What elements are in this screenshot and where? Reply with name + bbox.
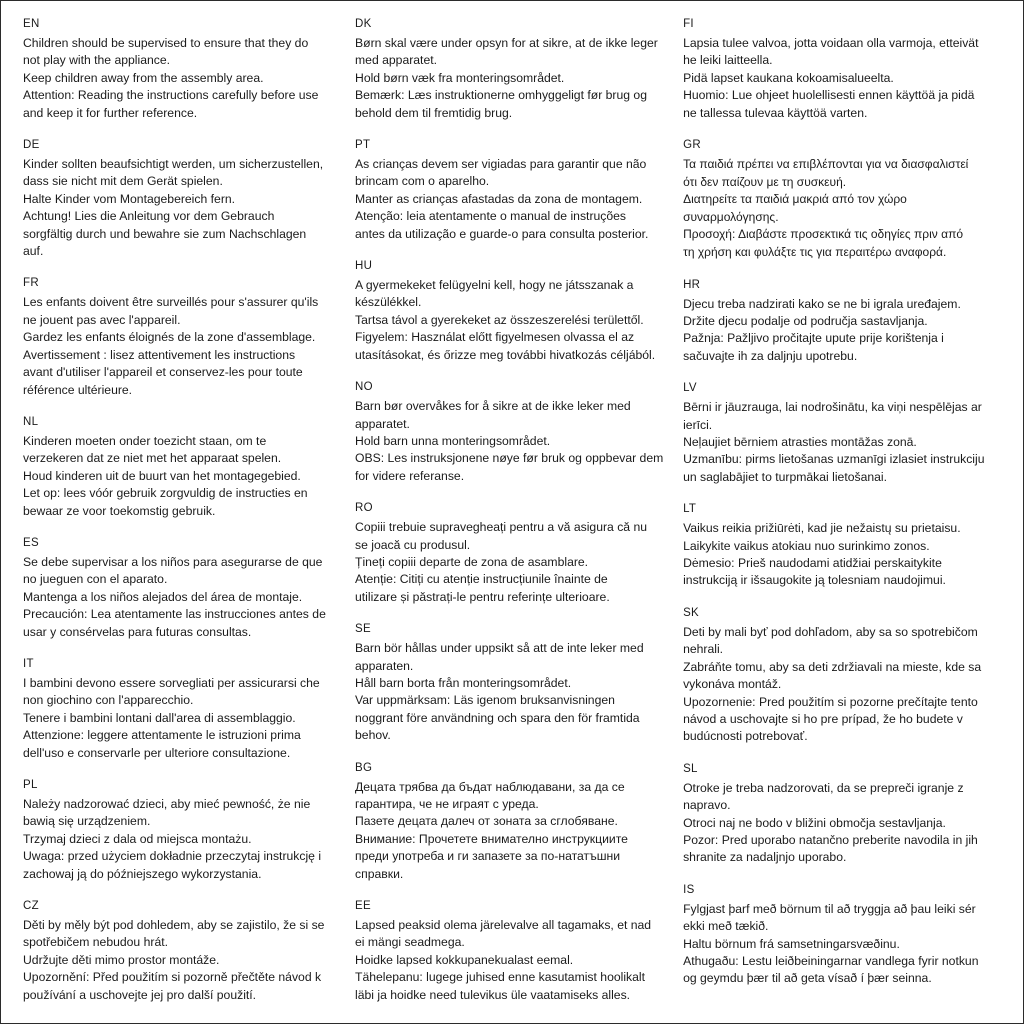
language-column-left [23,17,355,1013]
language-text-line: Huomio: Lue ohjeet huolellisesti ennen käyttöä ja pidä [683,88,975,103]
language-block-pt [355,138,667,243]
language-text-line: Let op: lees vóór gebruik zorgvuldig de instructies en [23,486,308,501]
language-text [23,433,339,520]
language-text [683,156,1005,262]
language-text [23,156,339,260]
language-text-line: Children should be supervised to ensure that they do [23,36,309,50]
language-text-line: Uwaga: przed użyciem dokładnie przeczytaj instrukcję i [23,849,322,864]
language-code: GR [683,139,701,152]
language-text-line: läbi ja hoidke need tulevikus üle vaatamiseks alles. [355,987,631,1002]
language-text-line: ne jouent pas avec l'appareil. [23,312,181,327]
language-code: RO [355,502,373,515]
language-code: IS [683,883,695,896]
language-code: FI [683,18,694,30]
language-text-line: antes da utilização e guarde-o para consulta posterior. [355,226,649,241]
language-text-line: instrukciją ir išsaugokite ją tolesniam naudojimui. [683,573,946,588]
language-text-line: Należy nadzorować dzieci, aby mieć pewność, że nie [23,797,311,811]
language-block-hr [683,278,1005,366]
language-code: HU [355,260,373,273]
language-text-line: Țineți copiii departe de zona de asamblare. [355,554,589,569]
language-text-line: používání a uschovejte jej pro další použití. [23,987,257,1002]
language-block-pl [23,778,339,883]
language-code: SL [683,762,698,775]
language-text-line: Haltu börnum frá samsetningarsvæðinu. [683,936,900,951]
language-text-line: Vaikus reikia prižiūrėti, kad jie nežaistų su prietaisu. [683,521,961,536]
language-text-line: készülékkel. [355,295,422,310]
language-text-line: Dėmesio: Prieš naudodami atidžiai perskaitykite [683,556,942,571]
language-text-line: Kinder sollten beaufsichtigt werden, um sicherzustellen, [23,157,324,172]
language-block-de [23,138,339,260]
language-text-line: Barn bör hållas under uppsikt så att de inte leker med [355,641,644,656]
language-text-line: Var uppmärksam: Läs igenom bruksanvisningen [355,693,615,708]
language-text [23,675,339,762]
language-columns [1,1,1023,1023]
language-code: DE [23,139,40,152]
language-text-line: ekki með tækið. [683,919,769,934]
language-text-line: συναρμολόγησης. [683,209,779,224]
language-text-line: Houd kinderen uit de buurt van het montagegebied. [23,468,301,483]
language-text-line: sačuvajte ih za daljnju upotrebu. [683,348,858,363]
language-text-line: A gyermekeket felügyelni kell, hogy ne játsszanak a [355,278,634,293]
language-text-line: usar y consérvelas para futuras consultas. [23,624,252,639]
language-text-line: shranite za nadaljnjo uporabo. [683,850,847,865]
language-text-line: Fylgjast þarf með börnum til að tryggja að þau leiki sér [683,901,976,916]
language-text-line: Lapsia tulee valvoa, jotta voidaan olla varmoja, etteivät [683,36,979,50]
language-text [683,399,1005,486]
language-block-sk [683,606,1005,746]
language-text-line: ne tallessa tulevaa käyttöä varten. [683,105,868,120]
language-text-line: Hoidke lapsed kokkupanekualast eemal. [355,952,574,967]
language-text-line: Децата трябва да бъдат наблюдавани, за да се [355,779,625,794]
language-text-line: apparaten. [355,658,414,673]
language-code: EE [355,900,371,913]
language-text-line: Barn bør overvåkes for å sikre at de ikke leker med [355,399,631,414]
language-text-line: Pažnja: Pažljivo pročitajte upute prije korištenja i [683,331,944,346]
language-text [23,35,339,122]
language-text-line: bewaar ze voor toekomstig gebruik. [23,503,216,518]
language-block-sl [683,762,1005,867]
language-text-line: budúcnosti potrebovať. [683,729,808,744]
language-text-line: Figyelem: Használat előtt figyelmesen olvassa el az [355,330,635,345]
language-text-line: nehrali. [683,642,724,657]
language-text-line: zachowaj ją do późniejszego wykorzystania. [23,866,262,881]
language-text [23,554,339,641]
language-code: HR [683,278,701,291]
language-text-line: Pidä lapset kaukana kokoamisalueelta. [683,70,894,85]
language-text-line: Hold børn væk fra monteringsområdet. [355,70,565,85]
language-text-line: Laikykite vaikus atokiau nuo surinkimo zonos. [683,538,930,553]
language-text-line: auf. [23,244,44,259]
language-text-line: Děti by měly být pod dohledem, aby se zajistilo, že si se [23,918,325,933]
language-text [683,780,1005,867]
language-block-en [23,17,339,122]
language-text-line: not play with the appliance. [23,53,171,68]
language-text-line: Hold barn unna monteringsområdet. [355,433,551,448]
language-text-line: bawią się urządzeniem. [23,814,151,829]
language-block-dk [355,17,667,122]
language-text-line: гарантира, че не играят с уреда. [355,797,539,811]
language-text-line: Upozornění: Před použitím si pozorně přečtěte návod k [23,970,322,985]
language-text-line: Otroke je treba nadzorovati, da se prepreči igranje z [683,780,964,795]
language-text [355,779,667,883]
language-text [23,294,339,398]
language-text-line: apparatet. [355,416,410,431]
language-text-line: Otroci naj ne bodo v bližini območja sestavljanja. [683,815,946,830]
language-block-nl [23,415,339,520]
language-text-line: behold dem til fremtidig brug. [355,105,513,120]
language-block-hu [355,259,667,364]
language-block-bg [355,761,667,883]
language-text-line: Manter as crianças afastadas da zona de montagem. [355,191,643,206]
language-code: NL [23,415,39,428]
language-text-line: Børn skal være under opsyn for at sikre, at de ikke leger [355,36,658,50]
language-text-line: Udržujte děti mimo prostor montáže. [23,952,220,967]
language-block-es [23,536,339,641]
language-text-line: he leiki laitteella. [683,53,773,68]
language-text-line: OBS: Les instruksjonene nøye før bruk og oppbevar dem [355,451,664,466]
language-text-line: for videre referanse. [355,468,465,483]
language-text-line: ei mängi seadmega. [355,935,465,950]
language-text-line: référence ultérieure. [23,382,133,397]
language-text-line: Внимание: Прочетете внимателно инструкциите [355,831,628,846]
language-text-line: spotřebičem nebudou hrát. [23,935,168,950]
language-text-line: and keep it for further reference. [23,105,198,120]
language-text-line: med apparatet. [355,53,437,68]
language-text-line: sorgfältig durch und bewahre sie zum Nachschlagen [23,226,307,241]
language-text [355,398,667,485]
language-block-it [23,657,339,762]
language-text-line: ότι δεν παίζουν με τη συσκευή. [683,174,847,189]
language-text [683,296,1005,366]
language-text [683,624,1005,746]
language-block-fi [683,17,1005,122]
language-block-no [355,380,667,485]
language-text-line: utasításokat, és őrizze meg további hivatkozás céljából. [355,347,656,362]
language-text-line: Atenție: Citiți cu atenție instrucțiunile înainte de [355,572,608,587]
language-text-line: Držite djecu podalje od područja sastavljanja. [683,314,928,328]
language-text-line: Mantenga a los niños alejados del área de montaje. [23,589,303,604]
language-code: EN [23,18,40,30]
language-text-line: návod a uschovajte si ho pre prípad, že ho budete v [683,711,963,726]
language-text-line: Atenção: leia atentamente o manual de instruções [355,209,627,224]
language-text-line: Se debe supervisar a los niños para asegurarse de que [23,554,323,569]
language-text-line: τη χρήση και φυλάξτε τις για περαιτέρω αναφορά. [683,245,947,259]
language-text-line: Avertissement : lisez attentivement les instructions [23,347,296,362]
language-text-line: non giochino con l'apparecchio. [23,693,194,708]
language-text-line: Djecu treba nadzirati kako se ne bi igrala uređajem. [683,296,961,311]
language-block-gr [683,138,1005,262]
language-text-line: utilizare și păstrați-le pentru referințe ulterioare. [355,589,610,604]
language-code: FR [23,277,39,290]
language-text [355,519,667,606]
language-code: ES [23,536,39,549]
language-text [355,277,667,364]
language-text [683,35,1005,122]
language-block-is [683,883,1005,988]
language-text-line: Neļaujiet bērniem atrasties montāžas zonā. [683,435,917,450]
language-column-middle [355,17,683,1013]
language-text-line: Tartsa távol a gyerekeket az összeszerelési területtől. [355,312,644,327]
language-text-line: I bambini devono essere sorvegliati per assicurarsi che [23,675,320,690]
language-text-line: Håll barn borta från monteringsområdet. [355,675,572,690]
language-text-line: Athugaðu: Lestu leiðbeiningarnar vandlega fyrir notkun [683,953,979,968]
language-block-cz [23,899,339,1004]
language-text-line: ierīci. [683,417,713,432]
language-block-lt [683,502,1005,590]
language-text-line: Uzmanību: pirms lietošanas uzmanīgi izlasiet instrukciju [683,452,985,467]
language-text-line: Achtung! Lies die Anleitung vor dem Gebrauch [23,209,275,224]
language-text-line: Trzymaj dzieci z dala od miejsca montażu. [23,831,252,846]
language-text-line: Deti by mali byť pod dohľadom, aby sa so spotrebičom [683,624,978,639]
language-code: PT [355,139,371,152]
language-code: SE [355,623,371,636]
language-text-line: vykonáva montáž. [683,677,782,692]
language-text-line: Kinderen moeten onder toezicht staan, om te [23,433,267,448]
language-text-line: преди употреба и ги запазете за по-нататъшни [355,849,621,864]
language-text [355,156,667,243]
language-code: LV [683,382,697,395]
language-block-lv [683,381,1005,486]
language-text-line: Προσοχή: Διαβάστε προσεκτικά τις οδηγίες πριν από [683,227,964,242]
language-text-line: Tenere i bambini lontani dall'area di assemblaggio. [23,710,296,725]
language-text-line: Lapsed peaksid olema järelevalve all tagamaks, et nad [355,918,652,933]
language-text-line: Upozornenie: Pred použitím si pozorne prečítajte tento [683,694,978,709]
language-text-line: Keep children away from the assembly area. [23,70,264,85]
language-text-line: Halte Kinder vom Montagebereich fern. [23,191,236,206]
language-code: CZ [23,900,39,913]
language-text-line: dass sie nicht mit dem Gerät spielen. [23,174,223,189]
language-text-line: Copiii trebuie supravegheați pentru a vă asigura că nu [355,520,648,535]
language-text-line: no jueguen con el aparato. [23,572,168,587]
language-text-line: Les enfants doivent être surveillés pour s'assurer qu'ils [23,295,319,310]
language-text-line: noggrant före användning och spara den för framtida [355,710,640,725]
language-text-line: Bērni ir jāuzrauga, lai nodrošinātu, ka viņi nespēlējas ar [683,400,982,415]
language-code: NO [355,381,373,394]
language-text-line: справки. [355,866,404,881]
language-code: BG [355,761,373,774]
language-text-line: Διατηρείτε τα παιδιά μακριά από τον χώρο [683,192,907,207]
language-code: PL [23,779,38,791]
language-text-line: Attention: Reading the instructions carefully before use [23,88,319,103]
language-code: IT [23,657,34,670]
language-text-line: verzekeren dat ze niet met het apparaat spelen. [23,451,282,466]
language-text-line: Bemærk: Læs instruktionerne omhyggeligt før brug og [355,88,647,103]
language-text-line: napravo. [683,798,731,813]
language-text-line: avant d'utiliser l'appareil et conservez-les pour toute [23,365,303,380]
language-text-line: Пазете децата далеч от зоната за сглобяване. [355,814,618,829]
language-text-line: un saglabājiet to turpmākai lietošanai. [683,469,888,484]
language-text-line: se joacă cu produsul. [355,537,471,552]
language-text [23,796,339,883]
language-text-line: As crianças devem ser vigiadas para garantir que não [355,157,647,172]
language-code: LT [683,503,697,516]
language-text-line: dell'uso e conservarle per ulteriore consultazione. [23,745,291,760]
language-text [355,917,667,1004]
language-text-line: behov. [355,728,391,743]
language-block-ee [355,899,667,1004]
language-text-line: Τα παιδιά πρέπει να επιβλέπονται για να διασφαλιστεί [683,157,969,172]
language-block-ro [355,501,667,606]
language-text-line: Attenzione: leggere attentamente le istruzioni prima [23,728,301,743]
language-text [683,901,1005,988]
language-code: DK [355,18,372,30]
language-text-line: brincam com o aparelho. [355,174,490,189]
language-block-fr [23,276,339,398]
language-block-se [355,622,667,744]
language-text-line: Pozor: Pred uporabo natančno preberite navodila in jih [683,832,978,847]
language-text [355,640,667,744]
language-column-right [683,17,1009,1013]
language-text [683,520,1005,590]
language-text-line: Zabráňte tomu, aby sa deti zdržiavali na mieste, kde sa [683,659,982,674]
language-text [355,35,667,122]
language-text-line: Tähelepanu: lugege juhised enne kasutamist hoolikalt [355,970,646,985]
language-text [23,917,339,1004]
language-text-line: Gardez les enfants éloignés de la zone d'assemblage. [23,330,316,345]
language-code: SK [683,606,700,619]
language-text-line: Precaución: Lea atentamente las instrucciones antes de [23,607,326,622]
language-text-line: og geymdu þær til að geta vísað í þær seinna. [683,971,932,986]
